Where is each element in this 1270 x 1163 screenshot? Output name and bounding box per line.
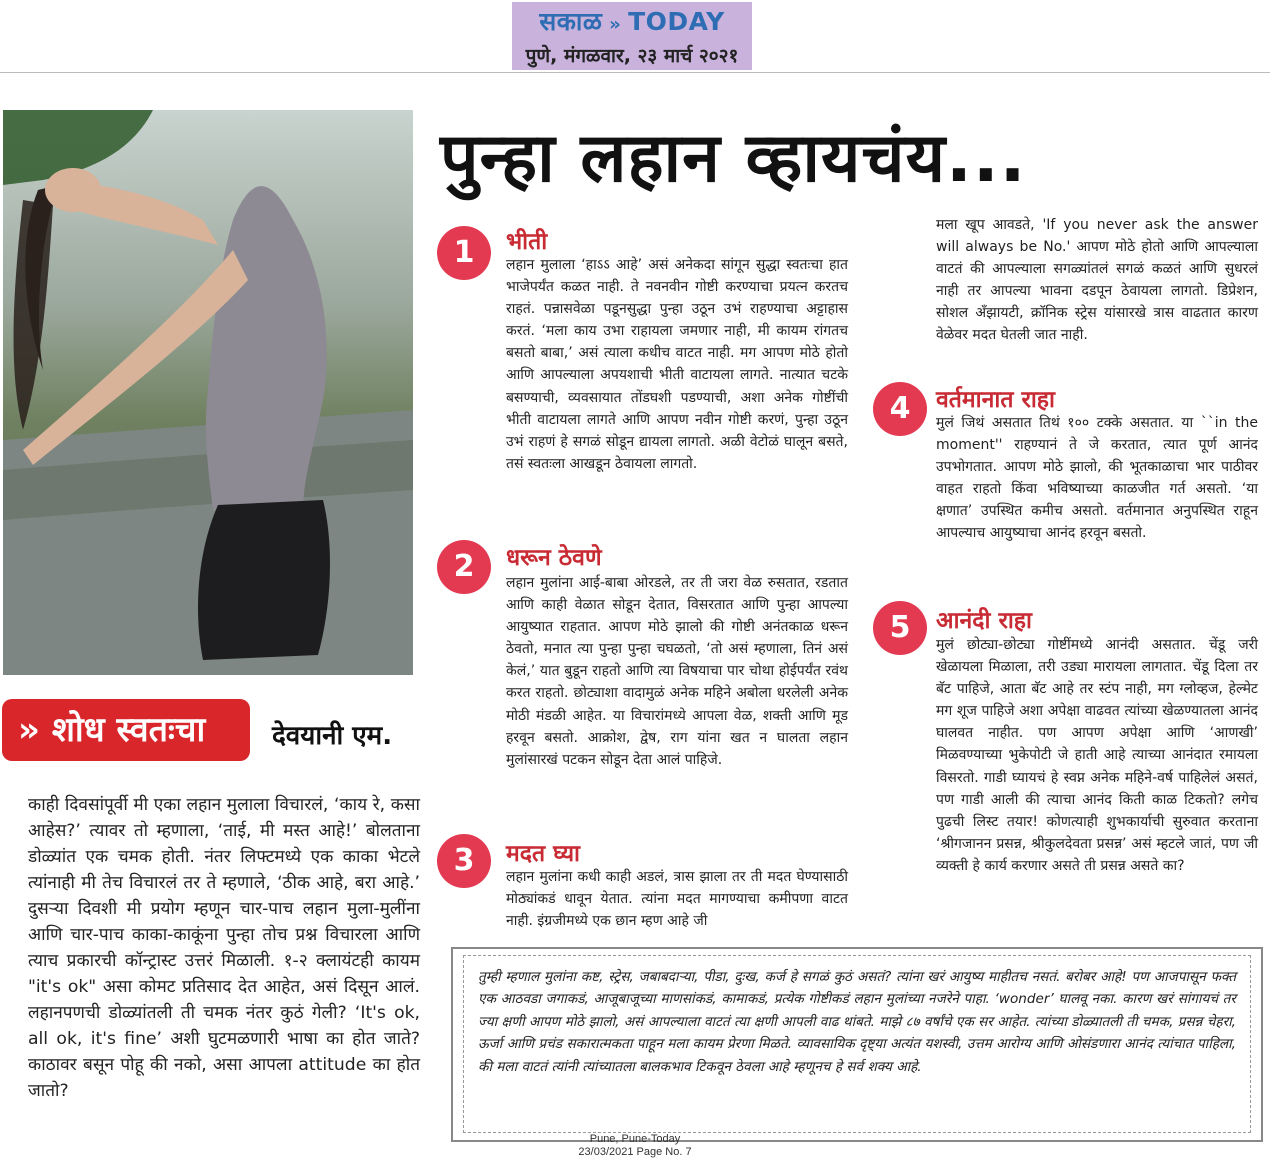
chevron-icon: » [602, 14, 629, 35]
section-title-1: भीती [506, 229, 548, 255]
masthead [512, 2, 752, 70]
section-number-3: 3 [437, 834, 491, 888]
boxed-note [451, 947, 1263, 1142]
dateline: पुणे, मंगळवार, २३ मार्च २०२१ [525, 45, 739, 67]
section-number-1: 1 [437, 226, 491, 280]
footer-date-page: 23/03/2021 Page No. 7 [578, 1146, 692, 1158]
section-title-4: वर्तमानात राहा [936, 387, 1055, 413]
section-3-continuation: मला खूप आवडते, 'If you never ask the answer will always be No.' आपण मोठे होतो आणि आपल्याला वाटतं की आपल्याला सगळ्यांतलं सगळं कळतं आणि सुधरलं नाही तर आपल्या भावना दडपून ठेवायला लागतो. डिप्रेशन, सोशल अँझायटी, क्रॉनिक स्ट्रेस यांसारखे त्रास वाढतात कारण वेळेवर मदत घेतली जात नाही. [936, 217, 1258, 344]
section-body-2: लहान मुलांना आई-बाबा ओरडले, तर ती जरा वेळ रुसतात, रडतात आणि काही वेळात सोडून देतात, विसरतात आणि पुन्हा आपल्या आयुष्यात राहतात. आपण मोठे झालो की गोष्टी अनंतकाळ धरून ठेवतो, मनात त्या पुन्हा पुन्हा चघळतो, ‘तो असं म्हणाला, तिनं असं केलं,’ यात बुडून राहतो आणि त्या विषयाचा पार चोथा होईपर्यंत रवंथ करत राहतो. छोट्याशा वादामुळं अनेक महिने अबोला धरलेली अनेक मोठी मंडळी आहेत. या विचारांमध्ये आपला वेळ, शक्ती आणि मूड हरवून बसतो. आक्रोश, द्वेष, राग यांना खत न घालता लहान मुलांसारखं पटकन सोडून देता आलं पाहिजे. [506, 575, 848, 768]
section-title-2: धरून ठेवणे [506, 545, 602, 571]
intro-paragraph: काही दिवसांपूर्वी मी एका लहान मुलाला विचारलं, ‘काय रे, कसा आहेस?’ त्यावर तो म्हणाला, ‘ताई, मी मस्त आहे!’ बोलताना डोळ्यांत एक चमक होती. नंतर लिफ्टमध्ये एक काका भेटले त्यांनाही मी तेच विचारलं तर ते म्हणाले, ‘ठीक आहे, बरा आहे.’ दुसऱ्या दिवशी मी प्रयोग म्हणून चार-पाच लहान मुला-मुलींना आणि चार-पाच काका-काकूंना पुन्हा तोच प्रश्न विचारला आणि त्याच प्रकारची कॉन्ट्रास्ट उत्तरं मिळाली. १-२ क्लायंटही कायम "it's ok" असा कोमट प्रतिसाद देत आहेत, असं दिसून आलं. लहानपणची डोळ्यांतली ती चमक नंतर कुठं गेली? ‘It's ok, all ok, it's fine’ अशी घुटमळणारी भाषा का होत जाते? काठावर बसून पोहू की नको, असा आपला attitude का होत जातो? [28, 795, 420, 1101]
article-photo [3, 110, 413, 675]
section-body-4: मुलं जिथं असतात तिथं १०० टक्के असतात. या ``in the moment'' राहण्यानं ते जे करतात, त्यात पूर्ण आनंद उपभोगतात. आपण मोठे झालो, की भूतकाळाचा भार पाठीवर वाहत राहतो किंवा भविष्याच्या काळजीत गर्त असतो. ‘या क्षणात’ उपस्थित कमीच असतो. वर्तमानात अनुपस्थित राहून आपल्याच आयुष्याचा आनंद हरवून बसतो. [936, 415, 1258, 542]
author-byline: देवयानी एम. [272, 721, 393, 751]
section-number-4: 4 [873, 382, 927, 436]
section-number-5: 5 [873, 601, 927, 655]
section-title-5: आनंदी राहा [936, 608, 1032, 634]
photo-illustration [3, 110, 413, 675]
page-footer [0, 1133, 1270, 1159]
section-number-2: 2 [437, 540, 491, 594]
divider [0, 72, 1270, 73]
boxed-note-text: तुम्ही म्हणाल मुलांना कष्ट, स्ट्रेस, जबाबदाऱ्या, पीडा, दुःख, कर्ज हे सगळं कुठं असतं? त्यांना खरं आयुष्य माहीतच नसतं. बरोबर आहे! पण आजपासून फक्त एक आठवडा जगाकडं, आजूबाजूच्या माणसांकडं, कामाकडं, प्रत्येक गोष्टीकडं लहान मुलांच्या नजरेने पाहा. ‘wonder’ घालवू नका. कारण खरं सांगायचं तर ज्या क्षणी आपण मोठे झालो, असं आपल्याला वाटतं त्या क्षणी आपली वाढ थांबते. माझे ८७ वर्षांचे एक सर आहेत. त्यांच्या डोळ्यातली ती चमक, प्रसन्न चेहरा, ऊर्जा आणि प्रचंड सकारात्मकता पाहून मला कायम प्रेरणा मिळते. व्यावसायिक दृष्ट्या अत्यंत यशस्वी, उत्तम आरोग्य आणि ओसंडणारा आनंद त्यांचात पाहिला, की मला वाटतं त्यांनी त्यांच्यातला बालकभाव टिकवून ठेवला आहे म्हणूनच हे सर्व शक्य आहे. [463, 955, 1251, 1133]
section-badge-label: शोध स्वतःचा [51, 710, 206, 750]
section-body-3: लहान मुलांना कधी काही अडलं, त्रास झाला तर ती मदत घेण्यासाठी मोठ्यांकडं धावून येतात. त्यांना मदत मागण्याचा कमीपणा वाटत नाही. इंग्रजीमध्ये एक छान म्हण आहे जी [506, 869, 848, 930]
double-chevron-icon: » [18, 710, 40, 750]
headline: पुन्हा लहान व्हायचंय... [440, 119, 1027, 198]
brand-edition: TODAY [628, 7, 725, 36]
brand-name: सकाळ [539, 7, 603, 36]
brand-logo [512, 4, 752, 38]
section-body-5: मुलं छोट्या-छोट्या गोष्टींमध्ये आनंदी असतात. चेंडू जरी खेळायला मिळाला, तरी उड्या मारायला लागतात. चेंडू दिला तर बॅट पाहिजे, आता बॅट आहे तर स्टंप नाही, मग ग्लोव्हज, हेल्मेट मग शूज पाहिजे अशा अपेक्षा वाढवत त्यांच्या खेळण्यातला आनंद घालवत नाहीत. पण आपण अपेक्षा आणि ‘आणखी’ मिळवण्याच्या भुकेपोटी जे हाती आहे त्याच्या आनंदात रमायला विसरतो. गाडी घ्यायचं हे स्वप्न अनेक महिने-वर्ष पाहिलेलं असतं, पण गाडी आली की त्याचा आनंद किती काळ टिकतो? लगेच पुढची लिस्ट तयार! कोणत्याही शुभकार्याची सुरुवात करताना ‘श्रीगजानन प्रसन्न, श्रीकुलदेवता प्रसन्न’ असं म्हटले जातं, पण जी व्यक्ती हे कार्य करणार असते ती प्रसन्न असते का? [936, 637, 1258, 874]
section-body-1: लहान मुलाला ‘हाऽऽ आहे’ असं अनेकदा सांगून सुद्धा स्वतःचा हात भाजेपर्यंत कळत नाही. ते नवनवीन गोष्टी करण्याचा प्रयत्न करतच राहतं. पन्नासवेळा पडूनसुद्धा पुन्हा उठून उभं राहण्याचा अट्टाहास करतं. ‘मला काय उभा राहायला जमणार नाही, मी कायम रांगतच बसतो बाबा,’ असं त्याला कधीच वाटत नाही. मग आपण मोठे होतो आणि आपल्याला अपयशाची भीती वाटायला लागते. नात्यात चटके बसण्याची, व्यवसायात तोंडघशी पडण्याची, अशा अनेक गोष्टींची भीती वाटायला लागते आणि आपण नवीन गोष्टी करणं, पुन्हा उठून उभं राहणं हे सगळं सोडून द्यायला लागतो. अळी वेटोळं घालून बसते, तसं स्वतःला आखडून ठेवायला लागतो. [506, 257, 848, 472]
section-title-3: मदत घ्या [506, 841, 581, 867]
section-badge [2, 699, 250, 761]
footer-edition: Pune, Pune-Today [589, 1133, 681, 1145]
